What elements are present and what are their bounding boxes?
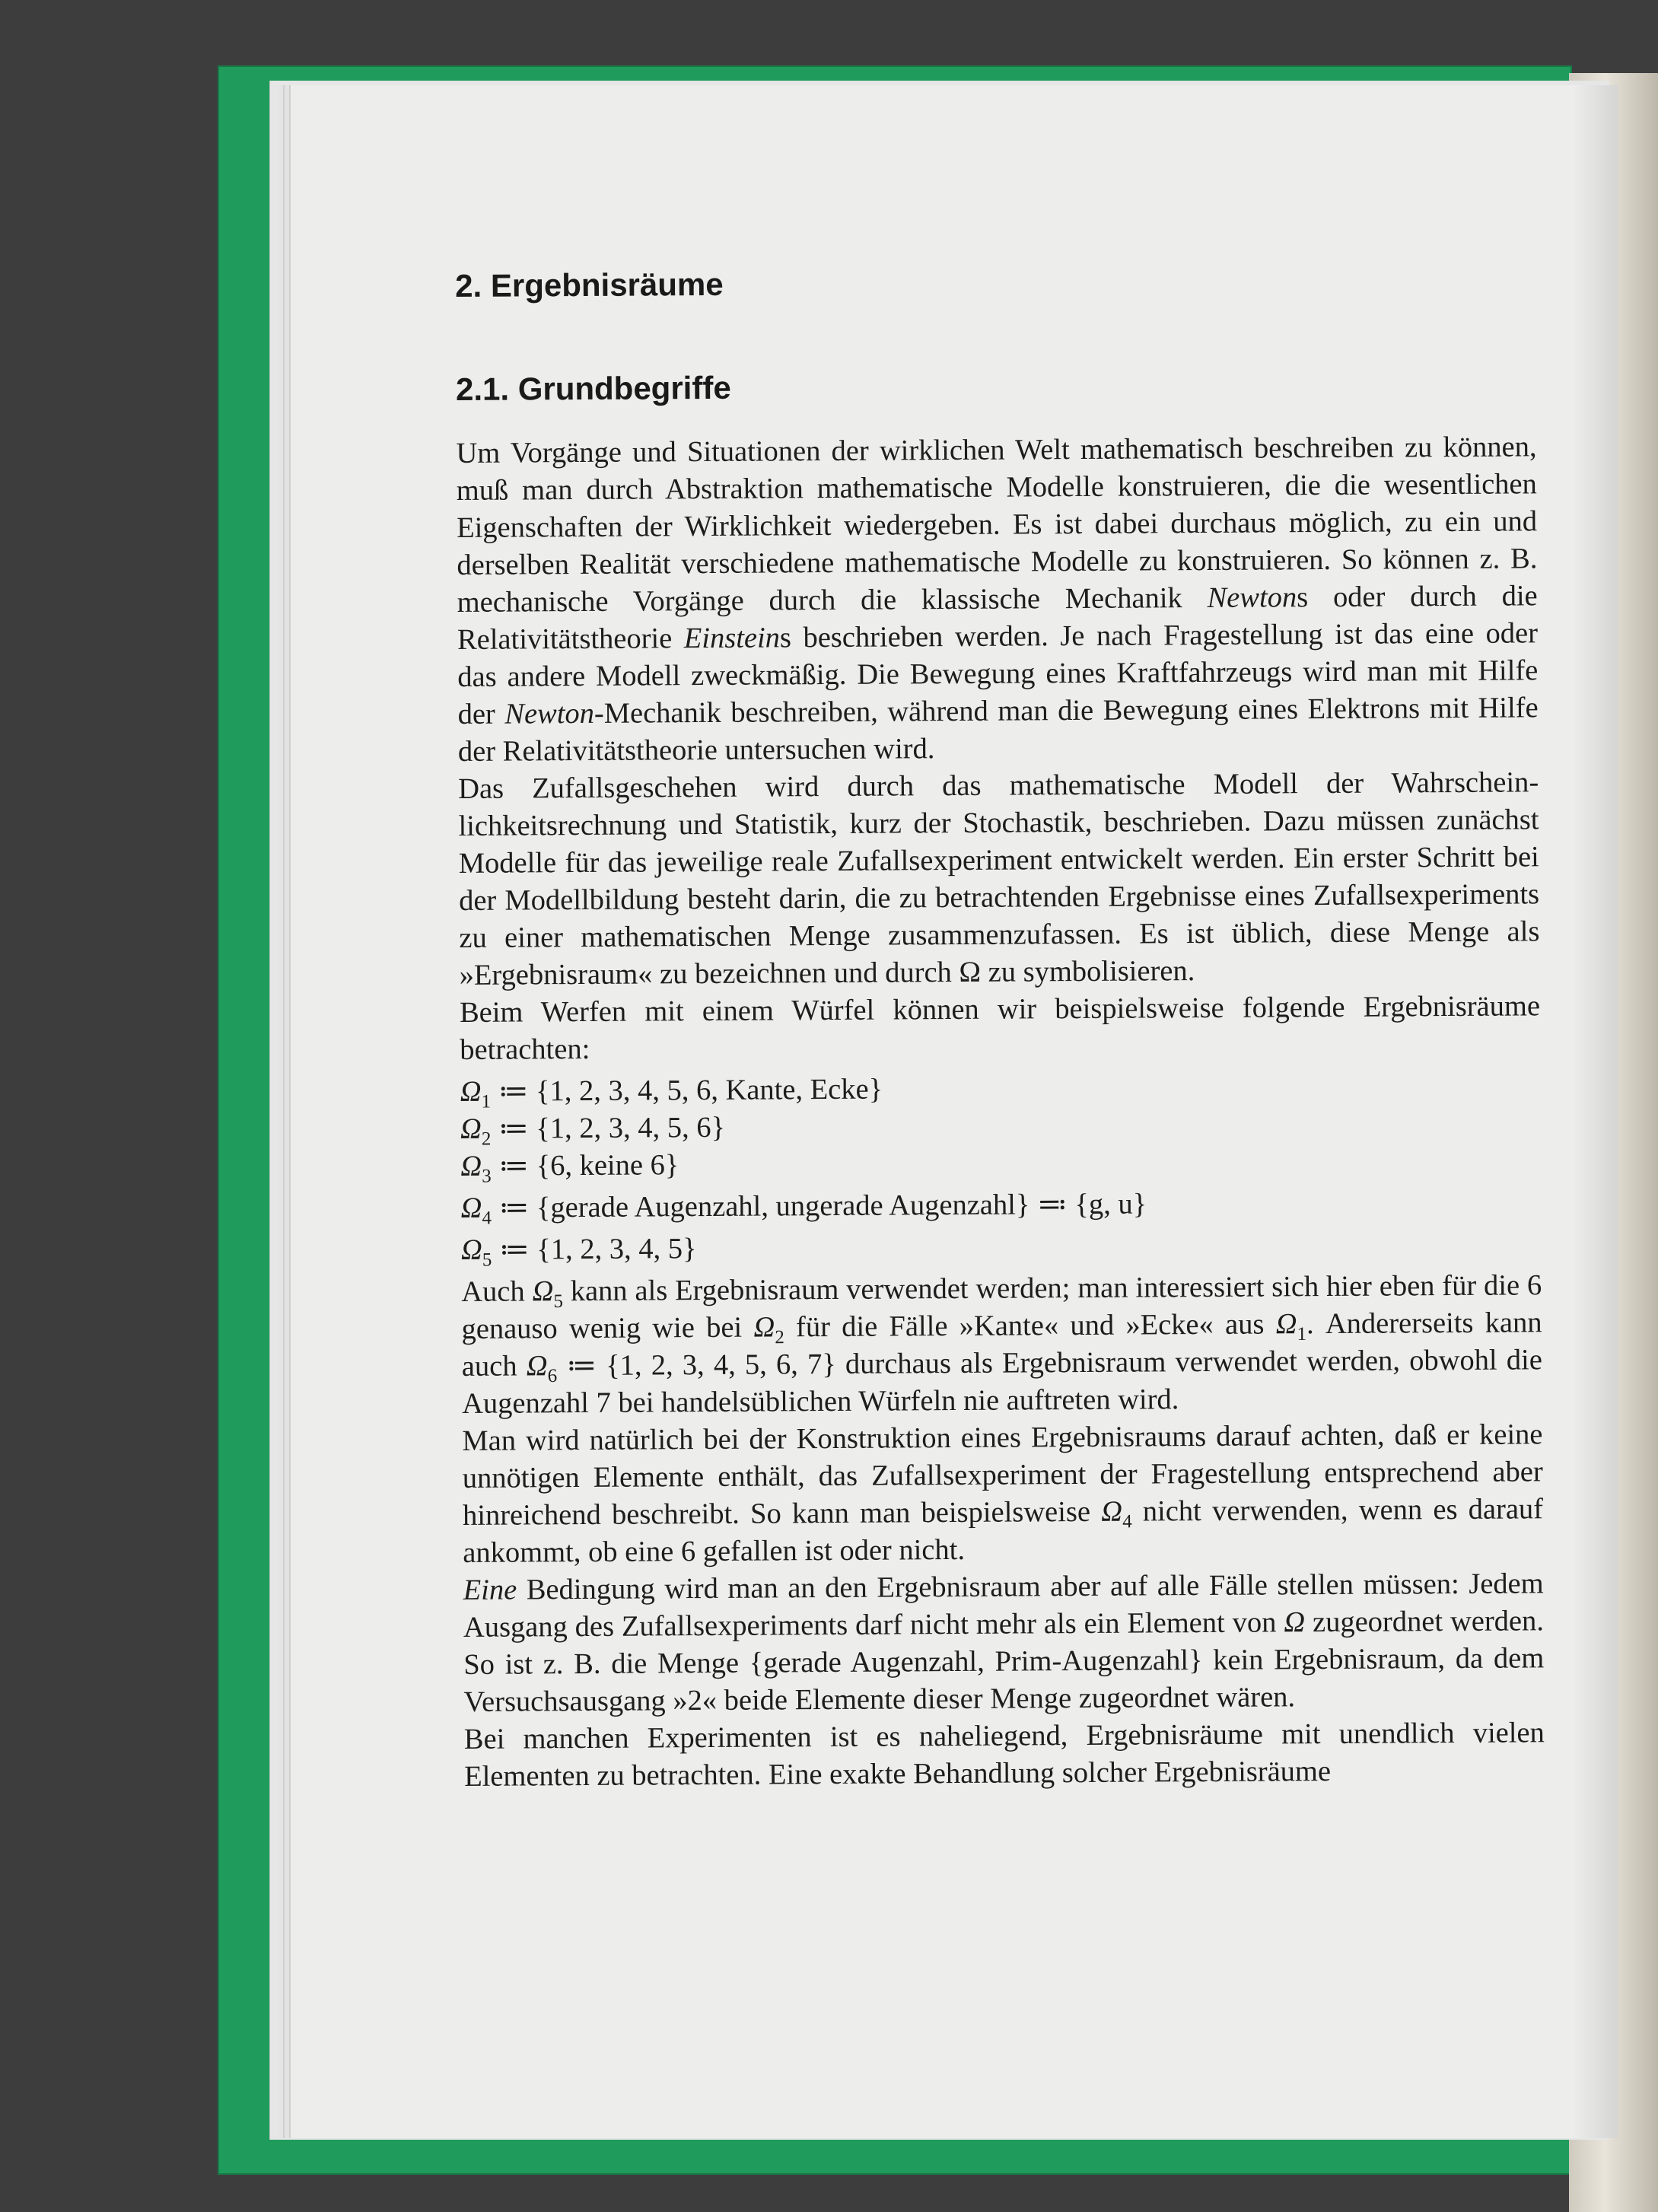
paragraph-wuerfel: Beim Werfen mit einem Würfel können wir beispielsweise folgende Ergebnisräume betrachten: [459, 990, 1541, 1066]
equation-omega-2: $\Omega_2$ ≔ {1, 2, 3, 4, 5, 6} [460, 1111, 726, 1150]
equation-omega-3: $\Omega_3$ ≔ {6, keine 6} [460, 1149, 679, 1187]
paragraph-intro: Um Vorgänge und Situationen der wirklichen Welt mathematisch beschreiben zu können, muß man durch Abstraktion mathematische Modelle konstruieren, die die wesentlichen Eigenschaften der Wirklichkeit wiedergeben. Es ist dabei durchaus möglich, zu ein und derselben Realität verschiedene mathematische Modelle zu konstruieren. So können z. B. mechanische Vorgänge durch die klassische Mechanik Newtons oder durch die Relativitätstheorie Einsteins beschrieben werden. Je nach Fragestellung ist das eine oder das andere Modell zweckmäßig. Die Bewegung eines Kraftfahrzeugs wird man mit Hilfe der Newton-Mechanik beschreiben, während man die Bewegung eines Elektrons mit Hilfe der Relativitätstheorie untersuchen wird. [456, 431, 1539, 768]
paragraph-auch: Auch $\Omega_5$ kann als Ergebnisraum verwendet werden; man interessiert sich hier eben für die 6 genauso wenig wie bei $\Omega_2$ für die Fälle »Kante« und »Ecke« aus $\Omega_1$. Andererseits kann auch $\Omega_6$ ≔ {1, 2, 3, 4, 5, 6, 7} durchaus als Ergebnisraum verwendet werden, obwohl die Augenzahl 7 bei handelsüblichen Würfeln nie auftreten wird. [461, 1269, 1542, 1420]
page-text [455, 256, 1545, 1796]
equation-list [460, 1067, 1542, 1269]
equation-omega-5: $\Omega_5$ ≔ {1, 2, 3, 4, 5} [460, 1233, 697, 1271]
paragraph-bedingung: Eine Bedingung wird man an den Ergebnisraum aber auf alle Fälle stellen müssen: Jedem Ausgang des Zufallsexperiments darf nicht mehr als ein Element von Ω zugeordnet werden. So ist z. B. die Menge {gerade Augenzahl, Prim-Augenzahl} kein Ergebnisraum, da dem Versuchsausgang »2« beide Elemente dieser Menge zugeordnet wären. [463, 1567, 1545, 1718]
section-heading: 2.1. Grundbegriffe [455, 369, 731, 407]
paragraph-zufall: Das Zufallsgeschehen wird durch das mathematische Modell der Wahrscheinlichkeitsrechnung und Statistik, kurz der Stochastik, beschrieben. Dazu müssen zunächst Modelle für das jeweilige reale Zufallsexperiment entwickelt werden. Ein erster Schritt bei der Modellbildung besteht darin, die zu betrachtenden Ergebnisse eines Zufallsexperiments zu einer mathematischen Menge zusammenzufassen. Es ist üblich, diese Menge als »Ergebnisraum« zu bezeichnen und durch Ω zu symbolisieren. [458, 766, 1540, 991]
chapter-heading: 2. Ergebnisräume [455, 266, 724, 304]
equation-omega-1: $\Omega_1$ ≔ {1, 2, 3, 4, 5, 6, Kante, Ecke} [460, 1073, 883, 1112]
equation-omega-4: $\Omega_4$ ≔ {gerade Augenzahl, ungerade Augenzahl} ≕ {g, u} [460, 1188, 1147, 1229]
paragraph-konstruktion: Man wird natürlich bei der Konstruktion eines Ergebnisraums darauf achten, daß er keine unnötigen Elemente enthält, das Zufallsexperiment der Fragestellung entsprechend aber hinreichend beschreibt. So kann man beispielsweise $\Omega_4$ nicht verwenden, wenn es darauf ankommt, ob eine 6 gefallen ist oder nicht. [462, 1418, 1544, 1569]
paragraph-unendlich: Bei manchen Experimenten ist es naheliegend, Ergebnisräume mit unendlich vielen Elementen zu betrachten. Eine exakte Behandlung solcher Ergebnisräume [463, 1717, 1545, 1793]
